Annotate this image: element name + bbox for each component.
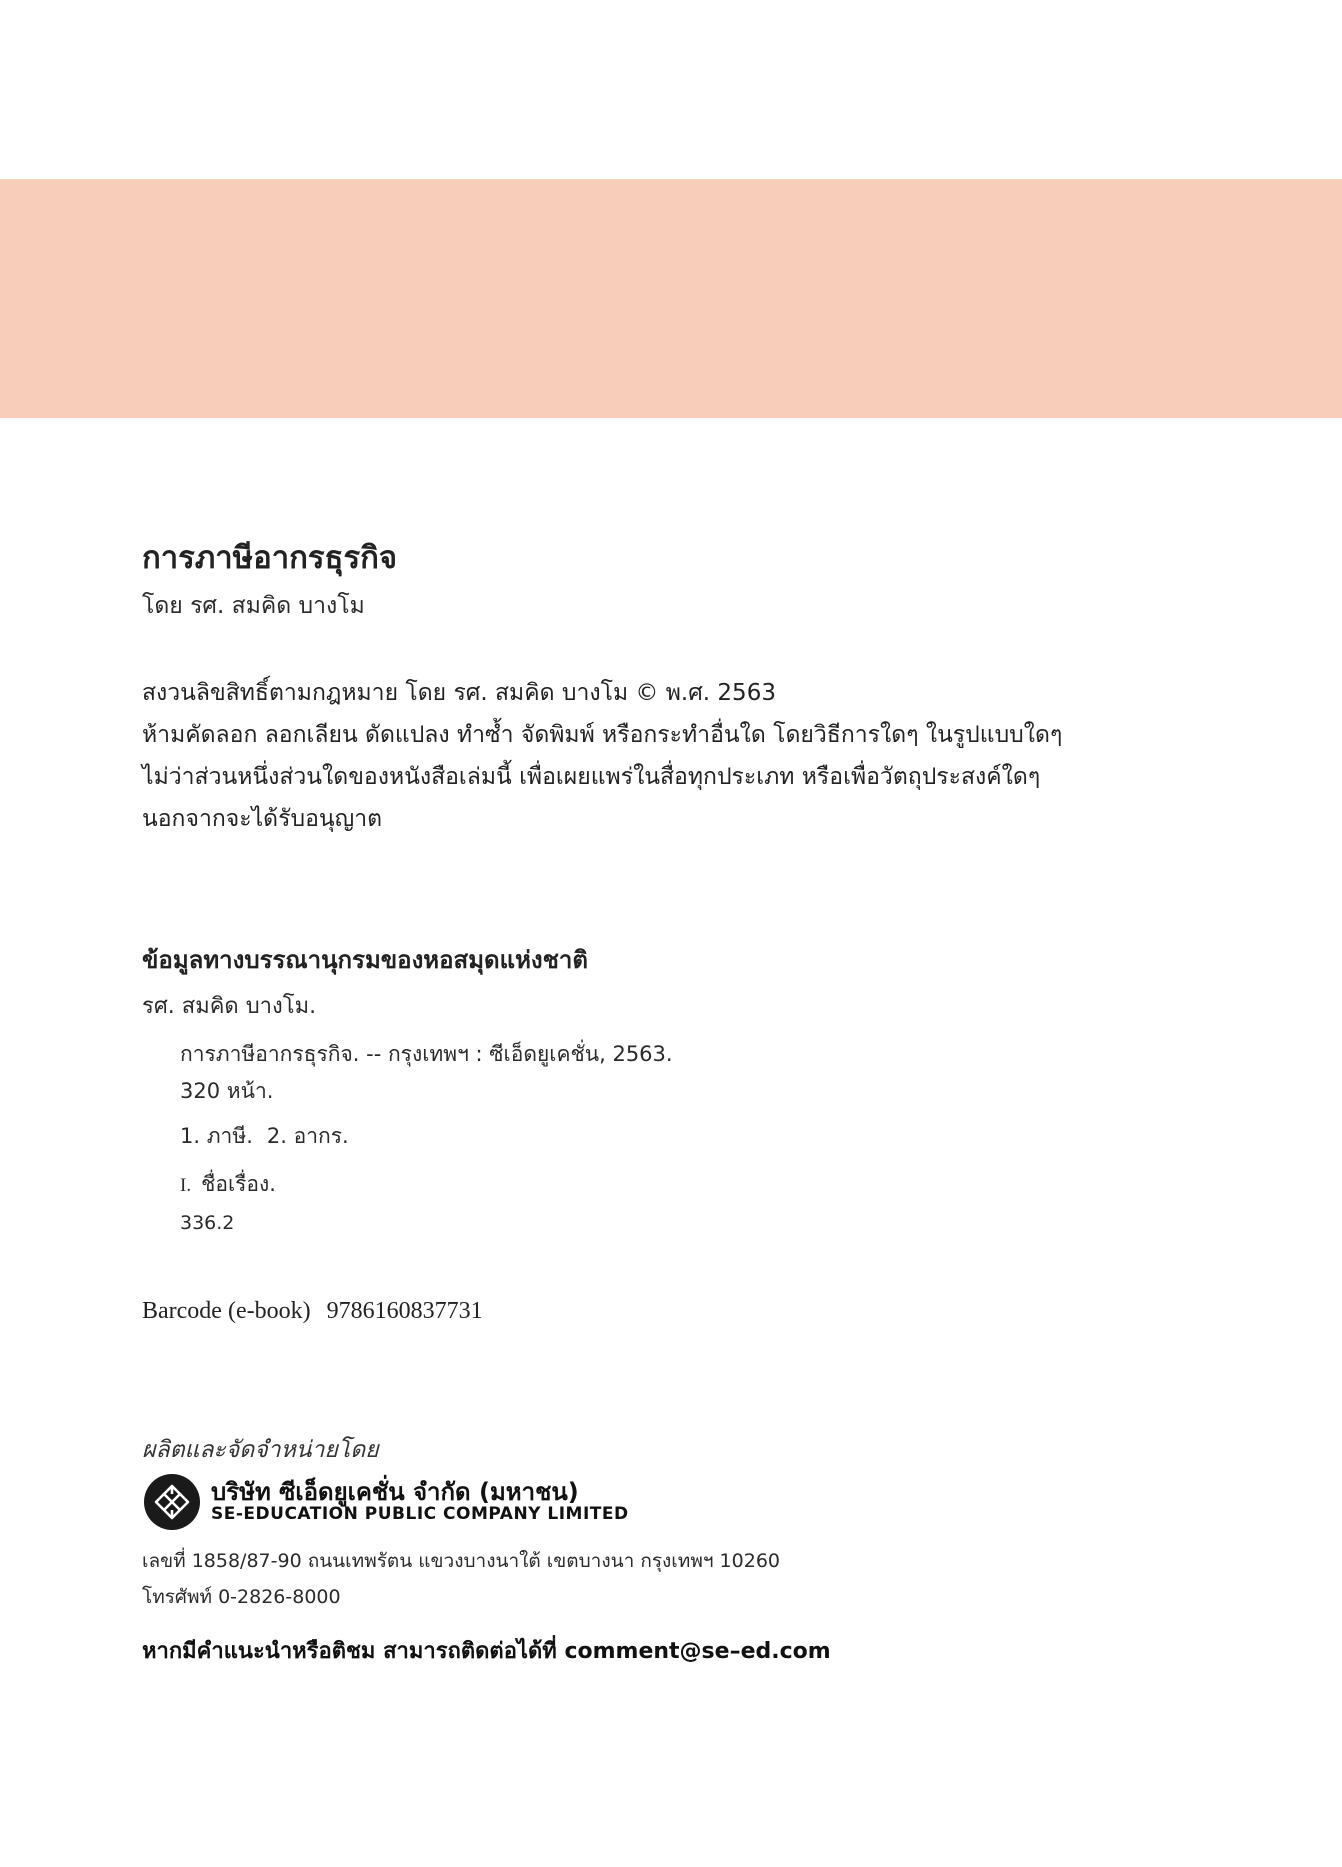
copyright-line: สงวนลิขสิทธิ์ตามกฎหมาย โดย รศ. สมคิด บางโม © พ.ศ. 2563	[142, 680, 776, 706]
catalog-heading: ข้อมูลทางบรรณานุกรมของหอสมุดแห่งชาติ	[142, 945, 588, 974]
catalog-classification: 336.2	[180, 1212, 235, 1234]
barcode-number: 9786160837731	[326, 1298, 483, 1324]
catalog-author: รศ. สมคิด บางโม.	[142, 994, 317, 1019]
catalog-entry-line: การภาษีอากรธุรกิจ. -- กรุงเทพฯ : ซีเอ็ดยูเคชั่น, 2563.	[180, 1042, 673, 1066]
catalog-title-label: ชื่อเรื่อง.	[201, 1172, 276, 1196]
address-line: เลขที่ 1858/87-90 ถนนเทพรัตน แขวงบางนาใต้ เขตบางนา กรุงเทพฯ 10260	[142, 1550, 780, 1572]
catalog-subject: 1. ภาษี.	[180, 1124, 253, 1148]
catalog-subjects	[180, 1120, 349, 1153]
copyright-notice	[142, 672, 1062, 840]
copyright-line: ไม่ว่าส่วนหนึ่งส่วนใดของหนังสือเล่มนี้ เพื่อเผยแพร่ในสื่อทุกประเภท หรือเพื่อวัตถุประสงค์ใดๆ	[142, 764, 1041, 790]
book-title: การภาษีอากรธุรกิจ	[142, 540, 398, 576]
company-name-english: SE-EDUCATION PUBLIC COMPANY LIMITED	[211, 1504, 629, 1524]
company-name-thai: บริษัท ซีเอ็ดยูเคชั่น จำกัด (มหาชน)	[211, 1478, 579, 1506]
copyright-line: ห้ามคัดลอก ลอกเลียน ดัดแปลง ทำซ้ำ จัดพิมพ์ หรือกระทำอื่นใด โดยวิธีการใดๆ ในรูปแบบใดๆ	[142, 722, 1063, 748]
barcode-line	[142, 1298, 483, 1325]
header-color-band	[0, 179, 1342, 418]
catalog-title-entry	[180, 1168, 276, 1201]
catalog-pages: 320 หน้า.	[180, 1079, 274, 1103]
company-address	[142, 1543, 780, 1615]
se-ed-knot-logo-icon	[143, 1473, 201, 1531]
feedback-contact: หากมีคำแนะนำหรือติชม สามารถติดต่อได้ที่ comment@se–ed.com	[142, 1639, 831, 1664]
copyright-line: นอกจากจะได้รับอนุญาต	[142, 806, 383, 832]
distributed-by-label: ผลิตและจัดจำหน่ายโดย	[142, 1437, 379, 1463]
catalog-entry	[180, 1036, 673, 1110]
catalog-roman-numeral: I.	[180, 1175, 192, 1196]
catalog-subject: 2. อากร.	[266, 1124, 349, 1148]
barcode-label: Barcode (e-book)	[142, 1298, 311, 1324]
author-byline: โดย รศ. สมคิด บางโม	[142, 593, 365, 619]
phone-line: โทรศัพท์ 0-2826-8000	[142, 1586, 341, 1608]
